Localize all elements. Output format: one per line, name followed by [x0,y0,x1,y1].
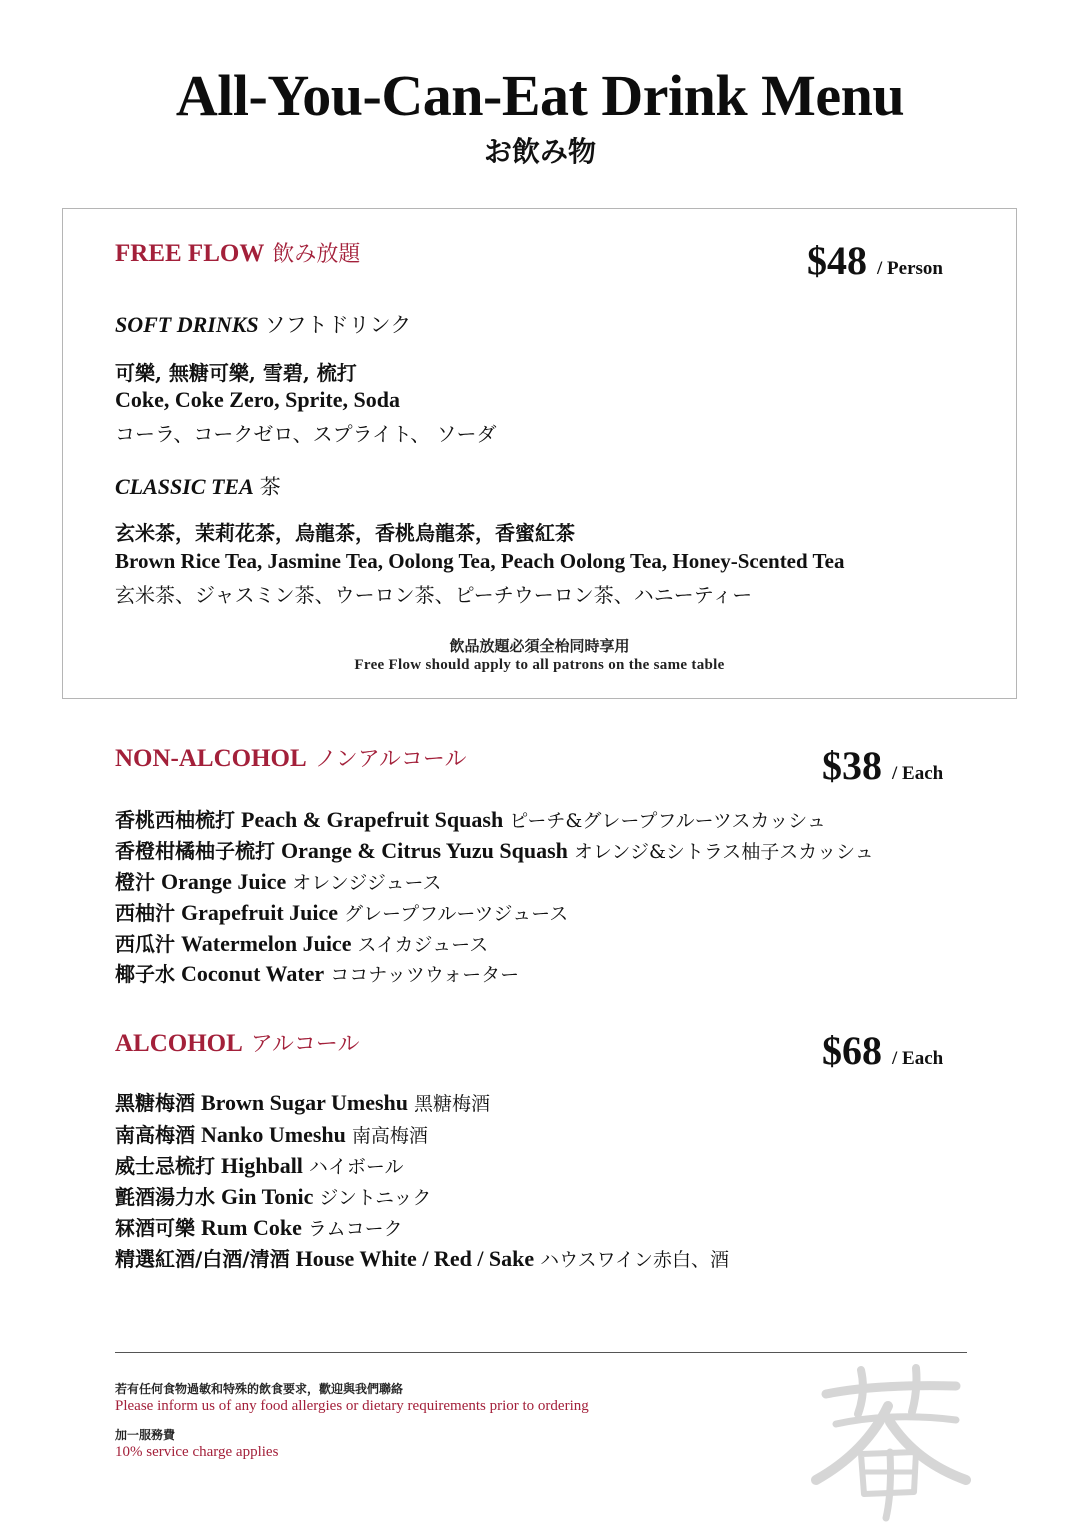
item-jp: オレンジ&シトラス柚子スカッシュ [573,841,874,863]
item-en: Nanko Umeshu [201,1122,346,1147]
item-jp: グレープフルーツジュース [344,903,569,925]
free-flow-price-amount: $48 [807,238,867,283]
alcohol-price-unit: / Each [892,1048,944,1069]
alcohol-item [115,1243,729,1272]
alcohol-price-amount: $68 [822,1028,882,1073]
free-flow-notice-cn: 飲品放題必須全枱同時享用 [449,637,630,655]
item-cn: 西瓜汁 [115,932,175,956]
item-jp: ハウスワイン赤白、酒 [540,1249,730,1271]
item-cn: 威士忌梳打 [115,1154,215,1178]
item-en: Gin Tonic [221,1184,314,1209]
soft-drinks-cn: 可樂, 無糖可樂, 雪碧, 梳打 [115,361,357,385]
soft-drinks-heading [115,309,411,339]
non-alcohol-price [822,742,943,789]
non-alcohol-heading-jp: ノンアルコール [314,747,467,772]
classic-tea-cn: 玄米茶，茉莉花茶，烏龍茶，香桃烏龍茶，香蜜紅茶 [115,521,575,545]
footer-divider [115,1352,967,1353]
item-jp: ピーチ&グレープフルーツスカッシュ [509,810,826,832]
classic-tea-heading [115,471,281,501]
item-cn: 黑糖梅酒 [115,1091,195,1115]
item-jp: ハイボール [308,1156,404,1178]
item-cn: 冧酒可樂 [115,1216,195,1240]
non-alcohol-heading-en: NON-ALCOHOL [115,745,307,772]
item-en: Rum Coke [201,1215,302,1240]
item-cn: 南高梅酒 [115,1123,195,1147]
item-jp: ジントニック [319,1187,432,1209]
item-cn: 橙汁 [115,870,155,894]
item-en: Brown Sugar Umeshu [201,1090,409,1115]
service-note-cn: 加一服務費 [115,1428,176,1442]
alcohol-heading-en: ALCOHOL [115,1030,243,1057]
non-alcohol-item [115,804,826,833]
non-alcohol-price-unit: / Each [892,763,944,784]
item-en: Highball [221,1153,303,1178]
item-en: House White / Red / Sake [295,1246,535,1271]
item-en: Orange Juice [161,869,287,894]
classic-tea-en: Brown Rice Tea, Jasmine Tea, Oolong Tea, Peach Oolong Tea, Honey-Scented Tea [115,549,845,573]
classic-tea-heading-en: CLASSIC TEA [115,474,254,499]
soft-drinks-heading-en: SOFT DRINKS [115,312,259,337]
item-cn: 精選紅酒/白酒/清酒 [115,1247,290,1271]
non-alcohol-item [115,897,568,926]
alcohol-item [115,1212,403,1241]
item-cn: 西柚汁 [115,901,175,925]
item-jp: オレンジジュース [292,872,442,894]
non-alcohol-item [115,958,519,987]
soft-drinks-jp: コーラ、コークゼロ、スプライト、 ソーダ [115,422,497,446]
item-en: Orange & Citrus Yuzu Squash [281,838,568,863]
allergy-note-cn: 若有任何食物過敏和特殊的飲食要求，歡迎與我們聯絡 [115,1382,404,1396]
item-cn: 香橙柑橘柚子梳打 [115,839,275,863]
page-title: All-You-Can-Eat Drink Menu [175,63,905,128]
item-jp: ラムコーク [307,1218,403,1240]
item-jp: 南高梅酒 [351,1125,428,1147]
free-flow-price [807,237,943,284]
free-flow-box [62,208,1017,699]
free-flow-notice-en: Free Flow should apply to all patrons on the same table [354,657,725,673]
item-en: Grapefruit Juice [181,900,339,925]
item-jp: スイカジュース [357,934,489,956]
item-en: Coconut Water [181,961,325,986]
non-alcohol-heading [115,742,467,773]
item-cn: 椰子水 [115,962,175,986]
alcohol-heading-jp: アルコール [250,1032,360,1057]
classic-tea-heading-jp: 茶 [259,475,281,499]
item-cn: 香桃西柚梳打 [115,808,235,832]
alcohol-heading [115,1027,359,1058]
non-alcohol-item [115,835,874,864]
soft-drinks-heading-jp: ソフトドリンク [264,313,412,337]
soft-drinks-en: Coke, Coke Zero, Sprite, Soda [115,387,400,412]
alcohol-item [115,1150,404,1179]
item-en: Watermelon Juice [181,931,352,956]
page-subtitle: お飲み物 [483,135,596,168]
free-flow-heading-en: FREE FLOW [115,240,265,267]
service-note-en: 10% service charge applies [115,1444,279,1460]
allergy-note-en: Please inform us of any food allergies or dietary requirements prior to ordering [115,1398,589,1414]
item-en: Peach & Grapefruit Squash [241,807,504,832]
free-flow-price-unit: / Person [877,258,943,279]
non-alcohol-item [115,928,488,957]
brush-calligraphy-logo-icon [806,1362,971,1522]
item-jp: ココナッツウォーター [330,964,520,986]
classic-tea-jp: 玄米茶、ジャスミン茶、ウーロン茶、ピーチウーロン茶、ハニーティー [115,583,753,607]
free-flow-heading-jp: 飲み放題 [272,242,361,267]
non-alcohol-price-amount: $38 [822,743,882,788]
item-cn: 氈酒湯力水 [115,1185,215,1209]
alcohol-item [115,1087,490,1116]
non-alcohol-item [115,866,442,895]
free-flow-heading [115,237,360,268]
alcohol-price [822,1027,943,1074]
alcohol-item [115,1181,431,1210]
item-jp: 黑糖梅酒 [414,1093,491,1115]
alcohol-item [115,1119,428,1148]
